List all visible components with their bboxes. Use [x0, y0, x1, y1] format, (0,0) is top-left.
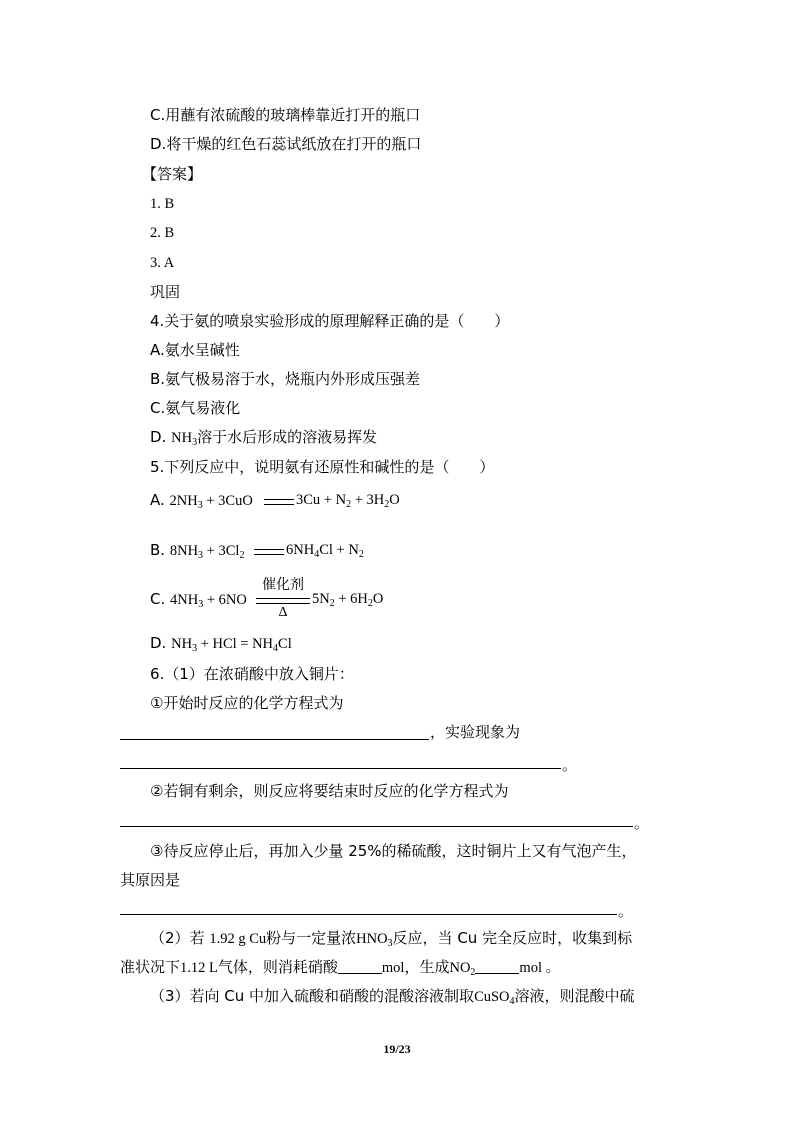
q5-b-label: B.: [150, 541, 166, 559]
q5-stem: 5.下列反应中，说明氨有还原性和碱性的是（ ）: [150, 458, 495, 476]
q5-a-label: A.: [150, 491, 165, 509]
q6-copper-sulfate: CuSO$_4$: [474, 989, 515, 1007]
q6-part1-equation-blank: [120, 739, 429, 740]
q6-sub3-line1: （3）若向 Cu 中加入硫酸和硝酸的混酸溶液制取CuSO$_4$溶液，则混酸中硫: [150, 987, 635, 1007]
q5-d-label: D.: [150, 634, 167, 652]
q6-part1-phenomenon-label: ，实验现象为: [430, 723, 521, 741]
q6-copper-mass: 1.92 g Cu: [209, 931, 267, 947]
q5-b-equals-sign: [254, 549, 284, 555]
q3-option-d: D.将干燥的红色石蕊试纸放在打开的瓶口: [150, 135, 422, 153]
q4-option-c: C.氨气易液化: [150, 399, 241, 417]
q4-d-text: 溶于水后形成的溶液易挥发: [197, 428, 378, 446]
q6-part3-period: 。: [618, 902, 634, 920]
q5-b-products: $6NH_4Cl + N_2$: [286, 542, 364, 560]
answer-3: 3. A: [150, 255, 175, 271]
q6-stem: 6.（1）在浓硝酸中放入铜片：: [150, 665, 354, 683]
q6-part3-line2: 其原因是: [120, 871, 181, 889]
q6-unit-mol-end: mol 。: [519, 960, 561, 976]
q4-stem: 4.关于氨的喷泉实验形成的原理解释正确的是（ ）: [150, 312, 510, 330]
q4-option-a: A.氨水呈碱性: [150, 341, 240, 359]
q6-nitric-acid: $HNO_3$: [356, 931, 393, 949]
q6-part1-phenomenon-blank: [120, 768, 561, 769]
q5-option-b: [150, 540, 244, 561]
q6-no2-formula: $NO_2$: [449, 960, 476, 978]
q6-sub2-line1: （2）若 1.92 g Cu粉与一定量浓$HNO_3$反应，当 Cu 完全反应时，收集到标: [150, 929, 633, 949]
q5-c-catalyst: 催化剂: [262, 577, 304, 593]
q5-c-label: C.: [150, 590, 166, 608]
q4-option-b: B.氨气极易溶于水，烧瓶内外形成压强差: [150, 370, 421, 388]
q6-no2-amount-blank: [475, 973, 519, 974]
q5-a-products: $3Cu + N_2 + 3H_2O$: [296, 492, 400, 510]
q6-gas-volume: 1.12 L: [180, 960, 218, 976]
q6-acid-amount-blank: [338, 973, 382, 974]
q5-option-c: [150, 589, 247, 610]
q6-part2-blank: [120, 826, 633, 827]
q6-part1-period: 。: [562, 756, 578, 774]
q4-d-formula: $NH_3$: [171, 430, 198, 448]
q5-d-equation: $NH_3$ + HCl = $NH_4Cl$: [171, 636, 292, 654]
q6-part3-line1: ③待反应停止后，再加入少量 25%的稀硫酸，这时铜片上又有气泡产生，: [150, 842, 637, 860]
q5-a-reactants: $2NH_3 + 3CuO$: [169, 493, 253, 511]
consolidate-heading: 巩固: [150, 283, 181, 301]
q4-d-label: D.: [150, 428, 167, 446]
q5-c-heat-symbol: Δ: [278, 605, 288, 620]
q5-b-reactants: $8NH_3 + 3Cl_2$: [169, 543, 245, 561]
q6-part1-prompt: ①开始时反应的化学方程式为: [150, 694, 344, 712]
q6-part2-period: 。: [634, 814, 650, 832]
q4-option-d: [150, 427, 377, 448]
q6-unit-mol: mol: [381, 960, 405, 976]
q5-a-equals-sign: [264, 499, 294, 505]
q5-c-reactants: $4NH_3 + 6NO$: [170, 592, 247, 610]
q6-sub2-line2: 准状况下1.12 L气体，则消耗硝酸 mol，生成$NO_2$ mol 。: [120, 958, 561, 978]
q5-option-d: [150, 633, 292, 654]
answer-2: 2. B: [150, 225, 175, 241]
q5-option-a: [150, 490, 253, 511]
page-number: 19/23: [383, 1042, 411, 1056]
answer-1: 1. B: [150, 196, 175, 212]
q5-c-products: $5N_2 + 6H_2O$: [312, 591, 384, 609]
q6-part3-blank: [120, 914, 617, 915]
q3-option-c: C.用蘸有浓硫酸的玻璃棒靠近打开的瓶口: [150, 106, 421, 124]
q5-c-equals-sign: [256, 598, 310, 604]
q6-part2-prompt: ②若铜有剩余，则反应将要结束时反应的化学方程式为: [150, 782, 509, 800]
answer-heading: 【答案】: [142, 165, 203, 183]
